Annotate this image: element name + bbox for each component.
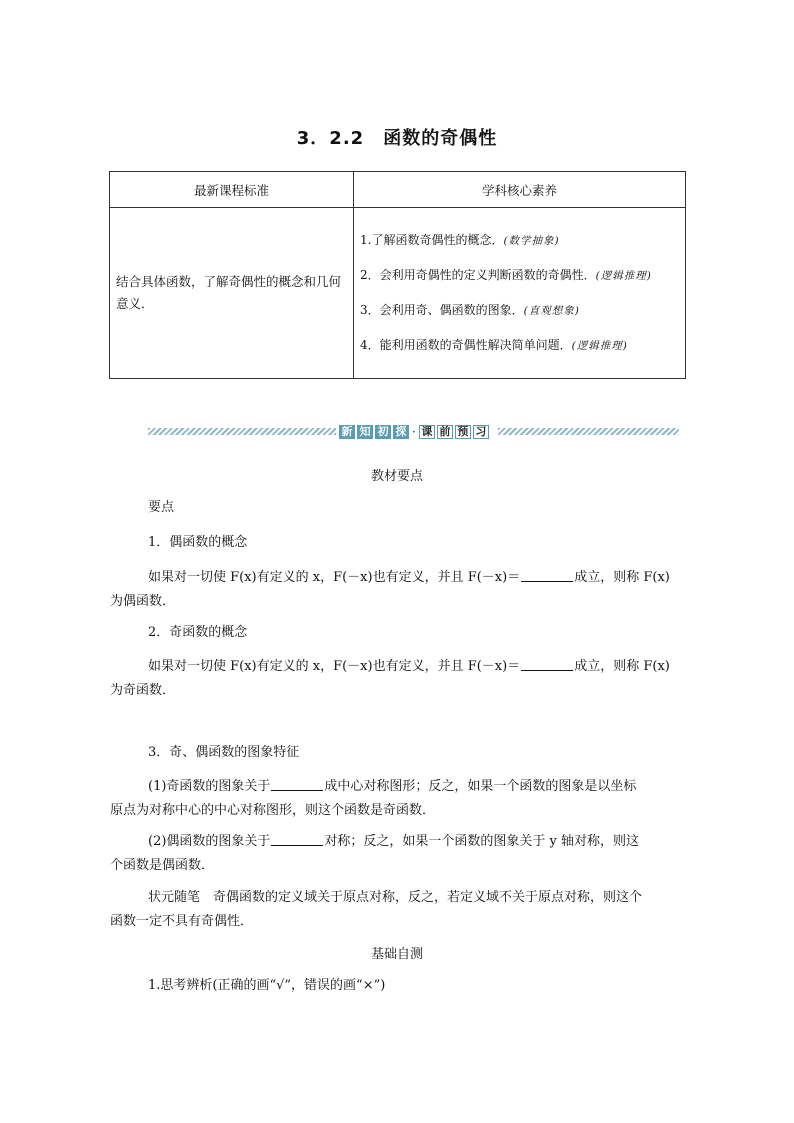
core-item: 4．能利用函数的奇偶性解决简单问题．(逻辑推理) [360, 338, 628, 352]
answer-blank[interactable] [521, 567, 573, 582]
points-label: 要点 [148, 500, 175, 515]
header-core-literacy: 学科核心素养 [354, 172, 686, 208]
self-test-heading: 基础自测 [370, 947, 423, 962]
banner-hatch-right [498, 428, 679, 435]
point3-item1: (1)奇函数的图象关于 成中心对称图形；反之，如果一个函数的图象是以坐标 原点为对称中心的中心对称图形，则这个函数是奇函数． [110, 775, 678, 823]
page-title: 3．2.2 函数的奇偶性 [296, 128, 498, 149]
core-item: 1.了解函数奇偶性的概念．(数学抽象) [360, 233, 560, 247]
answer-blank[interactable] [271, 831, 323, 846]
core-item: 2．会利用奇偶性的定义判断函数的奇偶性．(逻辑推理) [360, 268, 652, 282]
point2-body: 如果对一切使 F(x)有定义的 x，F(－x)也有定义，并且 F(－x)＝ 成立，则称 F(x) 为奇函数． [110, 655, 678, 703]
study-note: 状元随笔 奇偶函数的定义域关于原点对称，反之，若定义域不关于原点对称，则这个 函数一定不具有奇偶性． [110, 890, 643, 929]
course-standard-cell: 结合具体函数，了解奇偶性的概念和几何意义． [110, 208, 354, 379]
point2-heading: 2．奇函数的概念 [148, 625, 248, 640]
section-banner [148, 424, 679, 440]
header-course-standard: 最新课程标准 [110, 172, 354, 208]
point3-item2: (2)偶函数的图象关于 对称；反之，如果一个函数的图象关于 y 轴对称，则这 个函数是偶函数． [110, 830, 678, 878]
banner-hatch-left [148, 428, 336, 435]
banner-label: 新 知 初 探 · 课 前 预 习 [339, 424, 489, 440]
core-literacy-cell [354, 208, 686, 379]
answer-blank[interactable] [271, 776, 323, 791]
point3-heading: 3．奇、偶函数的图象特征 [148, 745, 300, 760]
point1-body: 如果对一切使 F(x)有定义的 x，F(－x)也有定义，并且 F(－x)＝ 成立，则称 F(x) 为偶函数． [110, 566, 678, 614]
standards-table [109, 171, 686, 379]
section-heading: 教材要点 [370, 469, 423, 484]
answer-blank[interactable] [521, 656, 573, 671]
self-test-question: 1.思考辨析(正确的画“√”，错误的画“×”) [148, 978, 386, 993]
point1-heading: 1．偶函数的概念 [148, 535, 248, 550]
core-item: 3．会利用奇、偶函数的图象．(直观想象) [360, 303, 580, 317]
